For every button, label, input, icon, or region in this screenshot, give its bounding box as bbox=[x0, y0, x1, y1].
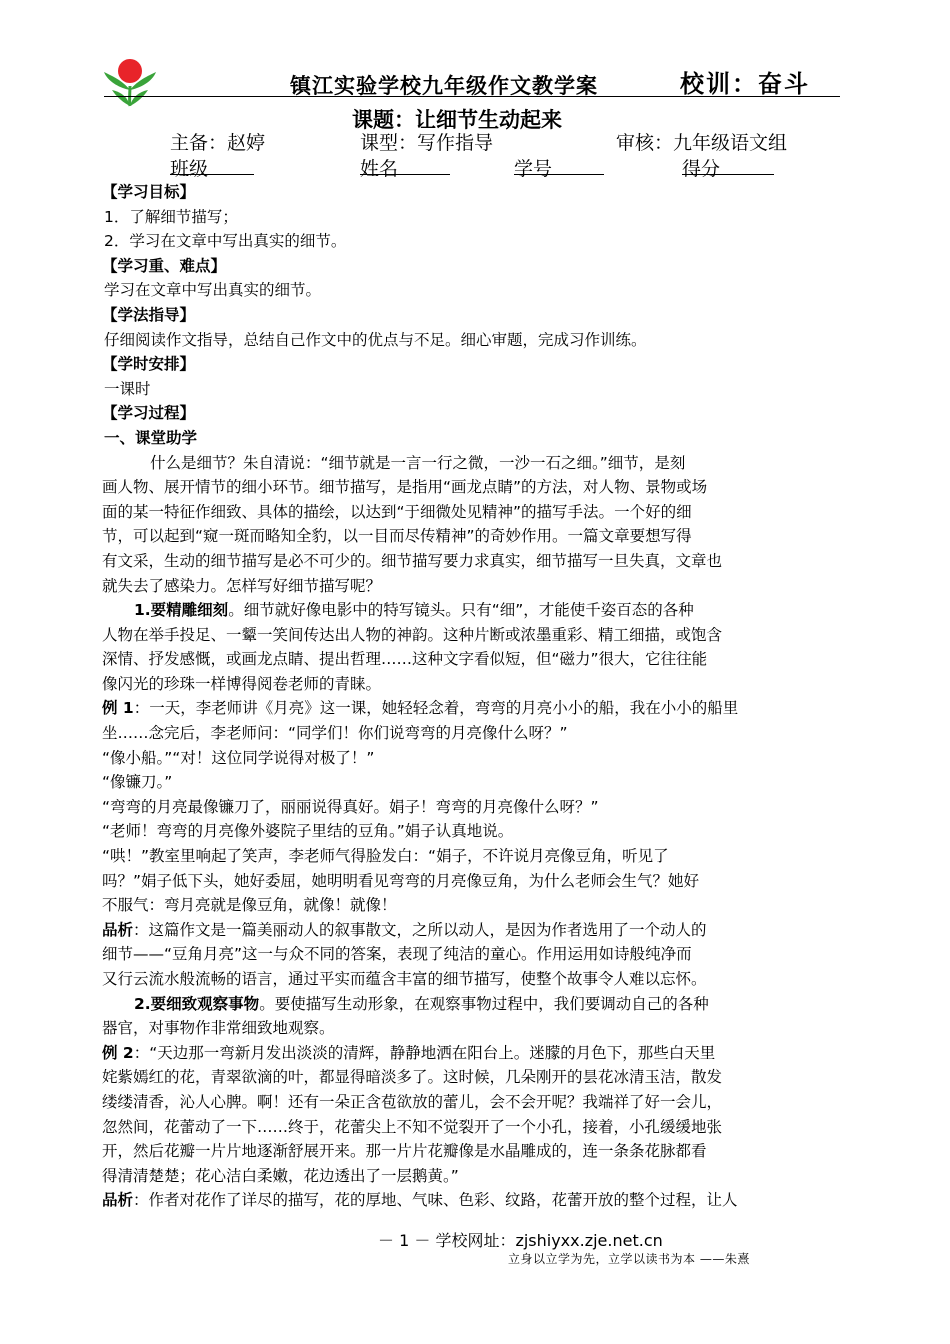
goal-item: 2．学习在文章中写出真实的细节。 bbox=[104, 232, 347, 251]
intro-line: 有文采，生动的细节描写是必不可少的。细节描写要力求真实，细节描写一旦失真，文章也 bbox=[102, 551, 723, 570]
lesson-type-label: 课型：写作指导 bbox=[360, 132, 494, 154]
lesson-title: 课题：让细节生动起来 bbox=[352, 108, 562, 132]
example1-line: “弯弯的月亮最像镰刀了，丽丽说得真好。娟子！弯弯的月亮像什么呀？” bbox=[102, 797, 599, 816]
point1-title: 1.要精雕细刻 bbox=[134, 601, 229, 620]
class-field[interactable] bbox=[170, 154, 254, 175]
point1-line: 像闪光的珍珠一样博得阅卷老师的青睐。 bbox=[102, 674, 382, 693]
example1-label: 例 1 bbox=[102, 699, 134, 718]
author-label: 主备：赵婷 bbox=[170, 132, 266, 154]
analysis2-line: 品析：作者对花作了详尽的描写，花的厚地、气味、色彩、纹路，花蕾开放的整个过程，让人 bbox=[102, 1191, 738, 1210]
score-label: 得分 bbox=[682, 158, 721, 180]
example1-line: “像镰刀。” bbox=[102, 773, 173, 792]
point2-title: 2.要细致观察事物 bbox=[134, 994, 260, 1013]
header-divider bbox=[104, 96, 840, 97]
example1-line: 例 1：一天，李老师讲《月亮》这一课，她轻轻念着，弯弯的月亮小小的船，我在小小的船里 bbox=[102, 699, 739, 718]
example1-line: “像小船。”“对！这位同学说得对极了！” bbox=[102, 748, 375, 767]
intro-line: 画人物、展开情节的细小环节。细节描写，是指用“画龙点睛”的方法，对人物、景物或场 bbox=[102, 478, 708, 497]
example2-line: 例 2：“天边那一弯新月发出淡淡的清辉，静静地洒在阳台上。迷朦的月色下，那些白天里 bbox=[102, 1043, 716, 1062]
point1-line: 深情、抒发感慨，或画龙点睛、提出哲理……这种文字看似短，但“磁力”很大，它往往能 bbox=[102, 650, 708, 669]
student-number-field[interactable] bbox=[514, 154, 604, 175]
key-points-heading: 【学习重、难点】 bbox=[102, 256, 227, 275]
intro-line: 节，可以起到“窥一斑而略知全豹，以一目而尽传精神”的奇妙作用。一篇文章要想写得 bbox=[102, 527, 692, 546]
score-field[interactable] bbox=[682, 154, 774, 175]
example2-line: 姹紫嫣红的花，青翠欲滴的叶，都显得暗淡多了。这时候，几朵刚开的昙花冰清玉洁，散发 bbox=[102, 1068, 723, 1087]
class-label: 班级 bbox=[170, 158, 209, 180]
point1-line: 1.要精雕细刻。细节就好像电影中的特写镜头。只有“细”，才能使千姿百态的各种 bbox=[134, 601, 694, 620]
example2-line: 开，然后花瓣一片片地逐渐舒展开来。那一片片花瓣像是水晶雕成的，连一条条花脉都看 bbox=[102, 1142, 707, 1161]
part1-heading: 一、课堂助学 bbox=[104, 428, 198, 447]
example1-line: 吗？”娟子低下头，她好委屈，她明明看见弯弯的月亮像豆角，为什么老师会生气？她好 bbox=[102, 871, 700, 890]
point2-line: 器官，对事物作非常细致地观察。 bbox=[102, 1019, 335, 1038]
footer-quote: 立身以立学为先，立学以读书为本 ——朱熹 bbox=[508, 1252, 750, 1266]
example2-line: 缕缕清香，沁人心脾。啊！还有一朵正含苞欲放的蕾儿，会不会开呢？我端祥了好一会儿， bbox=[102, 1092, 723, 1111]
example2-line: 忽然间，花蕾动了一下……终于，花蕾尖上不知不觉裂开了一个小孔，接着，小孔缓缓地张 bbox=[102, 1117, 723, 1136]
analysis1-line: 品析：这篇作文是一篇美丽动人的叙事散文，之所以动人，是因为作者选用了一个动人的 bbox=[102, 920, 707, 939]
point2-line: 2.要细致观察事物。要使描写生动形象，在观察事物过程中，我们要调动自己的各种 bbox=[134, 994, 709, 1013]
intro-line: 就失去了感染力。怎样写好细节描写呢？ bbox=[102, 576, 382, 595]
intro-line: 面的某一特征作细致、具体的描绘，以达到“于细微处见精神”的描写手法。一个好的细 bbox=[102, 502, 692, 521]
goal-item: 1．了解细节描写； bbox=[104, 207, 238, 226]
example2-label: 例 2 bbox=[102, 1043, 134, 1062]
analysis1-line: 又行云流水般流畅的语言，通过平实而蕴含丰富的细节描写，使整个故事令人难以忘怀。 bbox=[102, 970, 707, 988]
example1-line: 不服气：弯月亮就是像豆角，就像！就像！ bbox=[102, 896, 397, 915]
time-text: 一课时 bbox=[104, 379, 151, 398]
lesson-body bbox=[102, 180, 844, 1213]
example2-line: 得清清楚楚；花心洁白柔嫩，花边透出了一层鹅黄。” bbox=[102, 1166, 459, 1185]
method-text: 仔细阅读作文指导，总结自己作文中的优点与不足。细心审题，完成习作训练。 bbox=[104, 330, 647, 349]
goals-heading: 【学习目标】 bbox=[102, 183, 196, 201]
key-points-text: 学习在文章中写出真实的细节。 bbox=[104, 281, 322, 300]
school-flower-logo-icon bbox=[100, 56, 160, 108]
intro-line: 什么是细节？朱自清说：“细节就是一言一行之微，一沙一石之细。”细节，是刻 bbox=[150, 453, 686, 472]
example1-line: “老师！弯弯的月亮像外婆院子里结的豆角。”娟子认真地说。 bbox=[102, 822, 514, 841]
analysis1-line: 细节——“豆角月亮”这一与众不同的答案，表现了纯洁的童心。作用运用如诗般纯净而 bbox=[102, 945, 692, 964]
process-heading: 【学习过程】 bbox=[102, 404, 196, 423]
example1-line: “哄！”教室里响起了笑声，李老师气得脸发白：“娟子，不许说月亮像豆角，听见了 bbox=[102, 847, 669, 866]
name-label: 姓名 bbox=[360, 158, 399, 180]
method-heading: 【学法指导】 bbox=[102, 305, 196, 324]
name-field[interactable] bbox=[360, 154, 450, 175]
footer-page-number-and-url: － 1 － 学校网址：zjshiyxx.zje.net.cn bbox=[378, 1231, 663, 1250]
point1-line: 人物在举手投足、一颦一笑间传达出人物的神韵。这种片断或浓墨重彩、精工细描，或饱含 bbox=[102, 625, 723, 644]
school-title: 镇江实验学校九年级作文教学案 bbox=[290, 73, 598, 98]
analysis1-label: 品析 bbox=[102, 920, 134, 939]
school-motto: 校训：奋斗 bbox=[680, 70, 810, 98]
analysis2-label: 品析 bbox=[102, 1191, 134, 1210]
student-number-label: 学号 bbox=[514, 158, 553, 180]
time-heading: 【学时安排】 bbox=[102, 355, 196, 374]
example1-line: 坐……念完后，李老师问：“同学们！你们说弯弯的月亮像什么呀？” bbox=[102, 724, 568, 743]
review-label: 审核：九年级语文组 bbox=[616, 132, 788, 154]
